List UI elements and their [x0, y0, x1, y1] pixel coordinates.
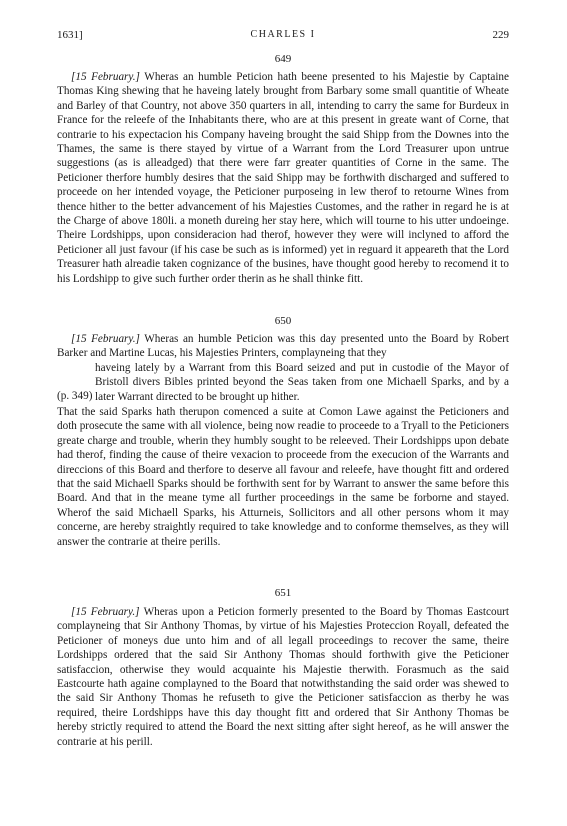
entry-paragraph [57, 332, 509, 361]
entry-number: 649 [274, 53, 292, 65]
header-title: CHARLES I [250, 29, 316, 40]
side-note-page-ref: (p. 349) [57, 390, 93, 402]
entry-paragraph [57, 605, 509, 749]
entry-text: Wheras upon a Peticion formerly presented to the Board by Thomas Eastcourt complayneing that Sir Anthony Thomas, by virtue of his Majesties Proteccion Royall, defeated the Peticioner of moneys due unto him and of all legall proceedings to recover the same, theire Lordshipps ordered that the said Sir Anthony Thomas should forthwith give the Peticioner satisfaccion, otherwise they would acquainte his Majestie therwith. Forasmuch as the said Eastcourte hath againe complayned to the Board that notwithstanding the said order was shewed to the said Sir Anthony Thomas he refuseth to give the Peticioner satisfaccion as therby he was required, theire Lordshipps have this day thought fitt and ordered that Sir Anthony Thomas be hereby strictly required to attend the Board the next sitting after sight hereof, as he will answer the contrarie at his perill. [57, 606, 509, 748]
entry-text-inset: haveing lately by a Warrant from this Board seized and put in custodie of the Mayor of Bristoll divers Bibles printed beyond the Seas taken from one Michaell Sparks, and by a later Warrant directed to be brought up hither. [95, 362, 509, 403]
entry-date: [15 February.] [71, 71, 140, 83]
header-page-number: 229 [492, 29, 509, 41]
running-header [57, 29, 509, 47]
entry-paragraph [57, 70, 509, 286]
entry-text-continued: That the said Sparks hath therupon comenced a suite at Comon Lawe against the Peticioners and doth prosecute the same with all violence, being now readie to proceede to a Tryall to the Peticioners greate charge and trouble, wherin they humbly sought to be releeved. Their Lordshipps upon debate had therof, finding the cause of theire vexacion to proceede from the execucion of the Warrants and direccions of this Board and therfore to deserve all favour and releefe, have thought fitt and ordered that the said Michaell Sparks should be forthwith sent for by Warrant to answer the same before this Board. And that in the meane tyme all further proceedings in the same be forborne and stayed. Wherof the said Michaell Sparks, his Atturneis, Sollicitors and all other persons whom it may concerne, are hereby straightly required to take knowledge and to conforme themselves, as they will answer the contrarie at theire perills. [57, 406, 509, 548]
entry-number: 650 [274, 315, 292, 327]
entry-date: [15 February.] [71, 333, 140, 345]
entry-date: [15 February.] [71, 606, 140, 618]
entry-number: 651 [274, 587, 292, 599]
entry-text: Wheras an humble Peticion was this day presented unto the Board by Robert Barker and Martine Lucas, his Majesties Printers, complayneing that they [57, 333, 509, 360]
entry-text: Wheras an humble Peticion hath beene presented to his Majestie by Captaine Thomas King shewing that he haveing lately brought from Barbary some small quantitie of Wheate and Barley of that Country, not above 350 quarters in all, intending to carry the same for Burdeux in France for the releefe of the Inhabitants there, who are at this present in greate want of Corne, that contrarie to his expectacion his Company haveing brought the said Shipp from the Downes into the Thames, the same is there stayed by virtue of a Warrant from the Lord Treasurer upon untrue suggestions (as is alleadged) that there were farr greater quantities of Corne in the same. The Peticioner therfore humbly desires that the said Shipp may be forthwith discharged and suffered to proceede on her intended voyage, the Peticioner purposeing in lew therof to retourne Wines from thence hither to the better advancement of his Majesties Customes, and the rather in regard he is at the Charge of above 180li. a moneth dureing her stay here, which will tourne to his utter undoeinge. Theire Lordshipps, upon consideracion had therof, however they were will inclyned to afford the Peticioner all just favour (if his case be such as is informed) yet in reguard it appeareth that the Lord Treasurer hath alreadie taken cognizance of the busines, have thought good hereby to recomend it to his Lordshipp to give such further order therin as he shall thinke fitt. [57, 71, 509, 285]
header-year: 1631] [57, 29, 83, 41]
